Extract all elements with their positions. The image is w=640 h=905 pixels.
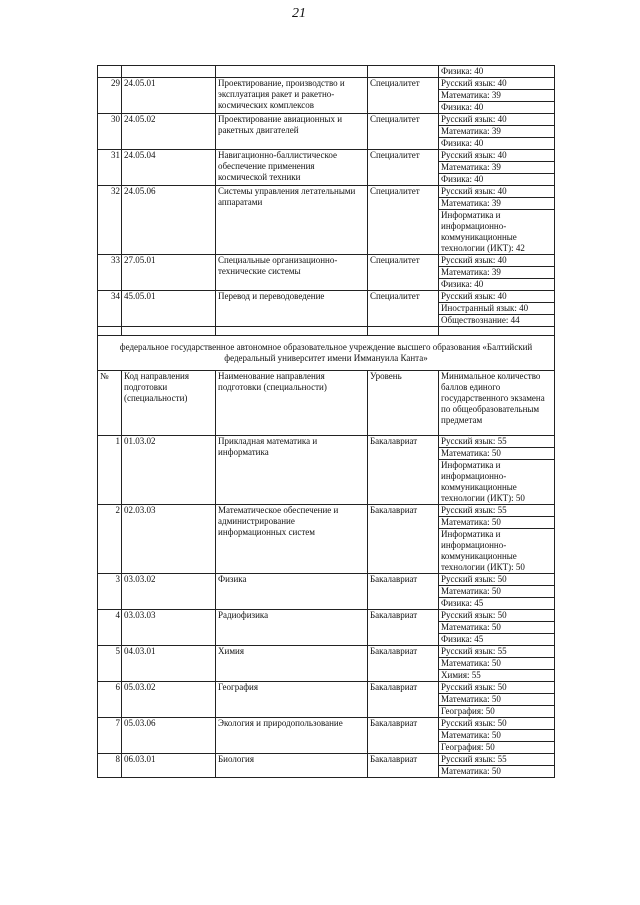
- direction-code: 02.03.03: [122, 505, 216, 574]
- page-number: 21: [292, 6, 306, 21]
- min-score-subject: Русский язык: 50: [439, 682, 555, 694]
- min-score-subject: Русский язык: 50: [439, 718, 555, 730]
- direction-code: 27.05.01: [122, 255, 216, 291]
- education-level: Бакалавриат: [368, 574, 439, 610]
- min-score-subject: Русский язык: 40: [439, 150, 555, 162]
- direction-code: 45.05.01: [122, 291, 216, 327]
- table-row: [98, 78, 555, 90]
- min-score-subject: Физика: 40: [439, 102, 555, 114]
- education-level: Специалитет: [368, 114, 439, 150]
- direction-name: Химия: [216, 646, 368, 682]
- min-score-subject: Математика: 39: [439, 267, 555, 279]
- table-body: [98, 66, 555, 778]
- min-score-subject: География: 50: [439, 742, 555, 754]
- education-level: Специалитет: [368, 255, 439, 291]
- admission-table: [97, 65, 555, 778]
- min-score-subject: Математика: 50: [439, 658, 555, 670]
- direction-name: Физика: [216, 574, 368, 610]
- min-score-subject: Русский язык: 40: [439, 78, 555, 90]
- row-number: [98, 66, 122, 78]
- direction-name: География: [216, 682, 368, 718]
- min-score-subject: Русский язык: 50: [439, 610, 555, 622]
- row-number: 6: [98, 682, 122, 718]
- table-row: [98, 682, 555, 694]
- direction-name: Специальные организационно-технические системы: [216, 255, 368, 291]
- row-number: 33: [98, 255, 122, 291]
- min-score-subject: Русский язык: 40: [439, 291, 555, 303]
- min-score-subject: Русский язык: 55: [439, 436, 555, 448]
- education-level: [368, 66, 439, 78]
- header-code: Код направления подготовки (специальности): [122, 371, 216, 436]
- education-level: Специалитет: [368, 186, 439, 255]
- direction-name: Навигационно-баллистическое обеспечение применения космической техники: [216, 150, 368, 186]
- row-number: 34: [98, 291, 122, 327]
- min-score-subject: Математика: 50: [439, 448, 555, 460]
- row-number: 3: [98, 574, 122, 610]
- min-score-subject: Физика: 40: [439, 66, 555, 78]
- min-score-subject: Математика: 39: [439, 162, 555, 174]
- education-level: Специалитет: [368, 150, 439, 186]
- row-number: 4: [98, 610, 122, 646]
- header-number: №: [98, 371, 122, 436]
- direction-code: 24.05.01: [122, 78, 216, 114]
- min-score-subject: География: 50: [439, 706, 555, 718]
- header-name: Наименование направления подготовки (специальности): [216, 371, 368, 436]
- admission-table-container: [97, 65, 554, 778]
- min-score-subject: Математика: 50: [439, 694, 555, 706]
- min-score-subject: Физика: 40: [439, 138, 555, 150]
- row-number: 5: [98, 646, 122, 682]
- direction-code: 05.03.02: [122, 682, 216, 718]
- table-row: [98, 610, 555, 622]
- direction-code: 05.03.06: [122, 718, 216, 754]
- min-score-subject: Русский язык: 50: [439, 574, 555, 586]
- min-score-subject: Физика: 45: [439, 634, 555, 646]
- education-level: Бакалавриат: [368, 646, 439, 682]
- table-row: [98, 66, 555, 78]
- table-row: [98, 754, 555, 766]
- min-score-subject: Математика: 50: [439, 622, 555, 634]
- education-level: Бакалавриат: [368, 436, 439, 505]
- min-score-subject: Обществознание: 44: [439, 315, 555, 327]
- direction-name: Перевод и переводоведение: [216, 291, 368, 327]
- direction-name: [216, 66, 368, 78]
- direction-name: Прикладная математика и информатика: [216, 436, 368, 505]
- table-row: [98, 186, 555, 198]
- table-row: [98, 291, 555, 303]
- table-row: [98, 646, 555, 658]
- min-score-subject: Русский язык: 55: [439, 754, 555, 766]
- min-score-subject: Математика: 50: [439, 586, 555, 598]
- row-number: 30: [98, 114, 122, 150]
- min-score-subject: Иностранный язык: 40: [439, 303, 555, 315]
- min-score-subject: Математика: 39: [439, 126, 555, 138]
- table-row: [98, 574, 555, 586]
- direction-code: 01.03.02: [122, 436, 216, 505]
- min-score-subject: Математика: 50: [439, 766, 555, 778]
- min-score-subject: Информатика и информационно-коммуникационные технологии (ИКТ): 42: [439, 210, 555, 255]
- education-level: Специалитет: [368, 291, 439, 327]
- direction-code: 06.03.01: [122, 754, 216, 778]
- min-score-subject: Русский язык: 40: [439, 186, 555, 198]
- direction-name: Проектирование, производство и эксплуатация ракет и ракетно-космических комплексов: [216, 78, 368, 114]
- table-row: [98, 505, 555, 517]
- education-level: Бакалавриат: [368, 718, 439, 754]
- row-number: 1: [98, 436, 122, 505]
- min-score-subject: Химия: 55: [439, 670, 555, 682]
- table-row: [98, 718, 555, 730]
- min-score-subject: Математика: 50: [439, 730, 555, 742]
- table-row: [98, 436, 555, 448]
- min-score-subject: Математика: 39: [439, 198, 555, 210]
- row-number: 31: [98, 150, 122, 186]
- min-score-subject: Физика: 40: [439, 174, 555, 186]
- organization-name: федеральное государственное автономное образовательное учреждение высшего образования «Балтийский федеральный университет имени Иммануила Канта»: [98, 336, 555, 371]
- min-score-subject: Математика: 39: [439, 90, 555, 102]
- empty-cell: [439, 327, 555, 336]
- direction-name: Экология и природопользование: [216, 718, 368, 754]
- row-number: 29: [98, 78, 122, 114]
- direction-code: [122, 66, 216, 78]
- education-level: Бакалавриат: [368, 754, 439, 778]
- direction-code: 24.05.04: [122, 150, 216, 186]
- empty-cell: [216, 327, 368, 336]
- education-level: Бакалавриат: [368, 682, 439, 718]
- table-row: [98, 255, 555, 267]
- direction-code: 24.05.02: [122, 114, 216, 150]
- direction-name: Системы управления летательными аппаратами: [216, 186, 368, 255]
- min-score-subject: Русский язык: 40: [439, 255, 555, 267]
- header-level: Уровень: [368, 371, 439, 436]
- min-score-subject: Физика: 45: [439, 598, 555, 610]
- empty-cell: [98, 327, 122, 336]
- min-score-subject: Русский язык: 55: [439, 646, 555, 658]
- direction-code: 24.05.06: [122, 186, 216, 255]
- min-score-subject: Информатика и информационно-коммуникационные технологии (ИКТ): 50: [439, 460, 555, 505]
- column-header-row: [98, 371, 555, 436]
- education-level: Специалитет: [368, 78, 439, 114]
- direction-name: Биология: [216, 754, 368, 778]
- direction-name: Проектирование авиационных и ракетных двигателей: [216, 114, 368, 150]
- empty-cell: [368, 327, 439, 336]
- empty-cell: [122, 327, 216, 336]
- min-score-subject: Русский язык: 55: [439, 505, 555, 517]
- organization-row: [98, 336, 555, 371]
- min-score-subject: Математика: 50: [439, 517, 555, 529]
- direction-code: 03.03.02: [122, 574, 216, 610]
- direction-code: 03.03.03: [122, 610, 216, 646]
- direction-code: 04.03.01: [122, 646, 216, 682]
- min-score-subject: Русский язык: 40: [439, 114, 555, 126]
- row-number: 32: [98, 186, 122, 255]
- header-min-score: Минимальное количество баллов единого государственного экзамена по общеобразовательным предметам: [439, 371, 555, 436]
- table-row: [98, 150, 555, 162]
- spacer-row: [98, 327, 555, 336]
- min-score-subject: Информатика и информационно-коммуникационные технологии (ИКТ): 50: [439, 529, 555, 574]
- direction-name: Радиофизика: [216, 610, 368, 646]
- row-number: 8: [98, 754, 122, 778]
- row-number: 2: [98, 505, 122, 574]
- min-score-subject: Физика: 40: [439, 279, 555, 291]
- direction-name: Математическое обеспечение и администрирование информационных систем: [216, 505, 368, 574]
- table-row: [98, 114, 555, 126]
- education-level: Бакалавриат: [368, 610, 439, 646]
- education-level: Бакалавриат: [368, 505, 439, 574]
- row-number: 7: [98, 718, 122, 754]
